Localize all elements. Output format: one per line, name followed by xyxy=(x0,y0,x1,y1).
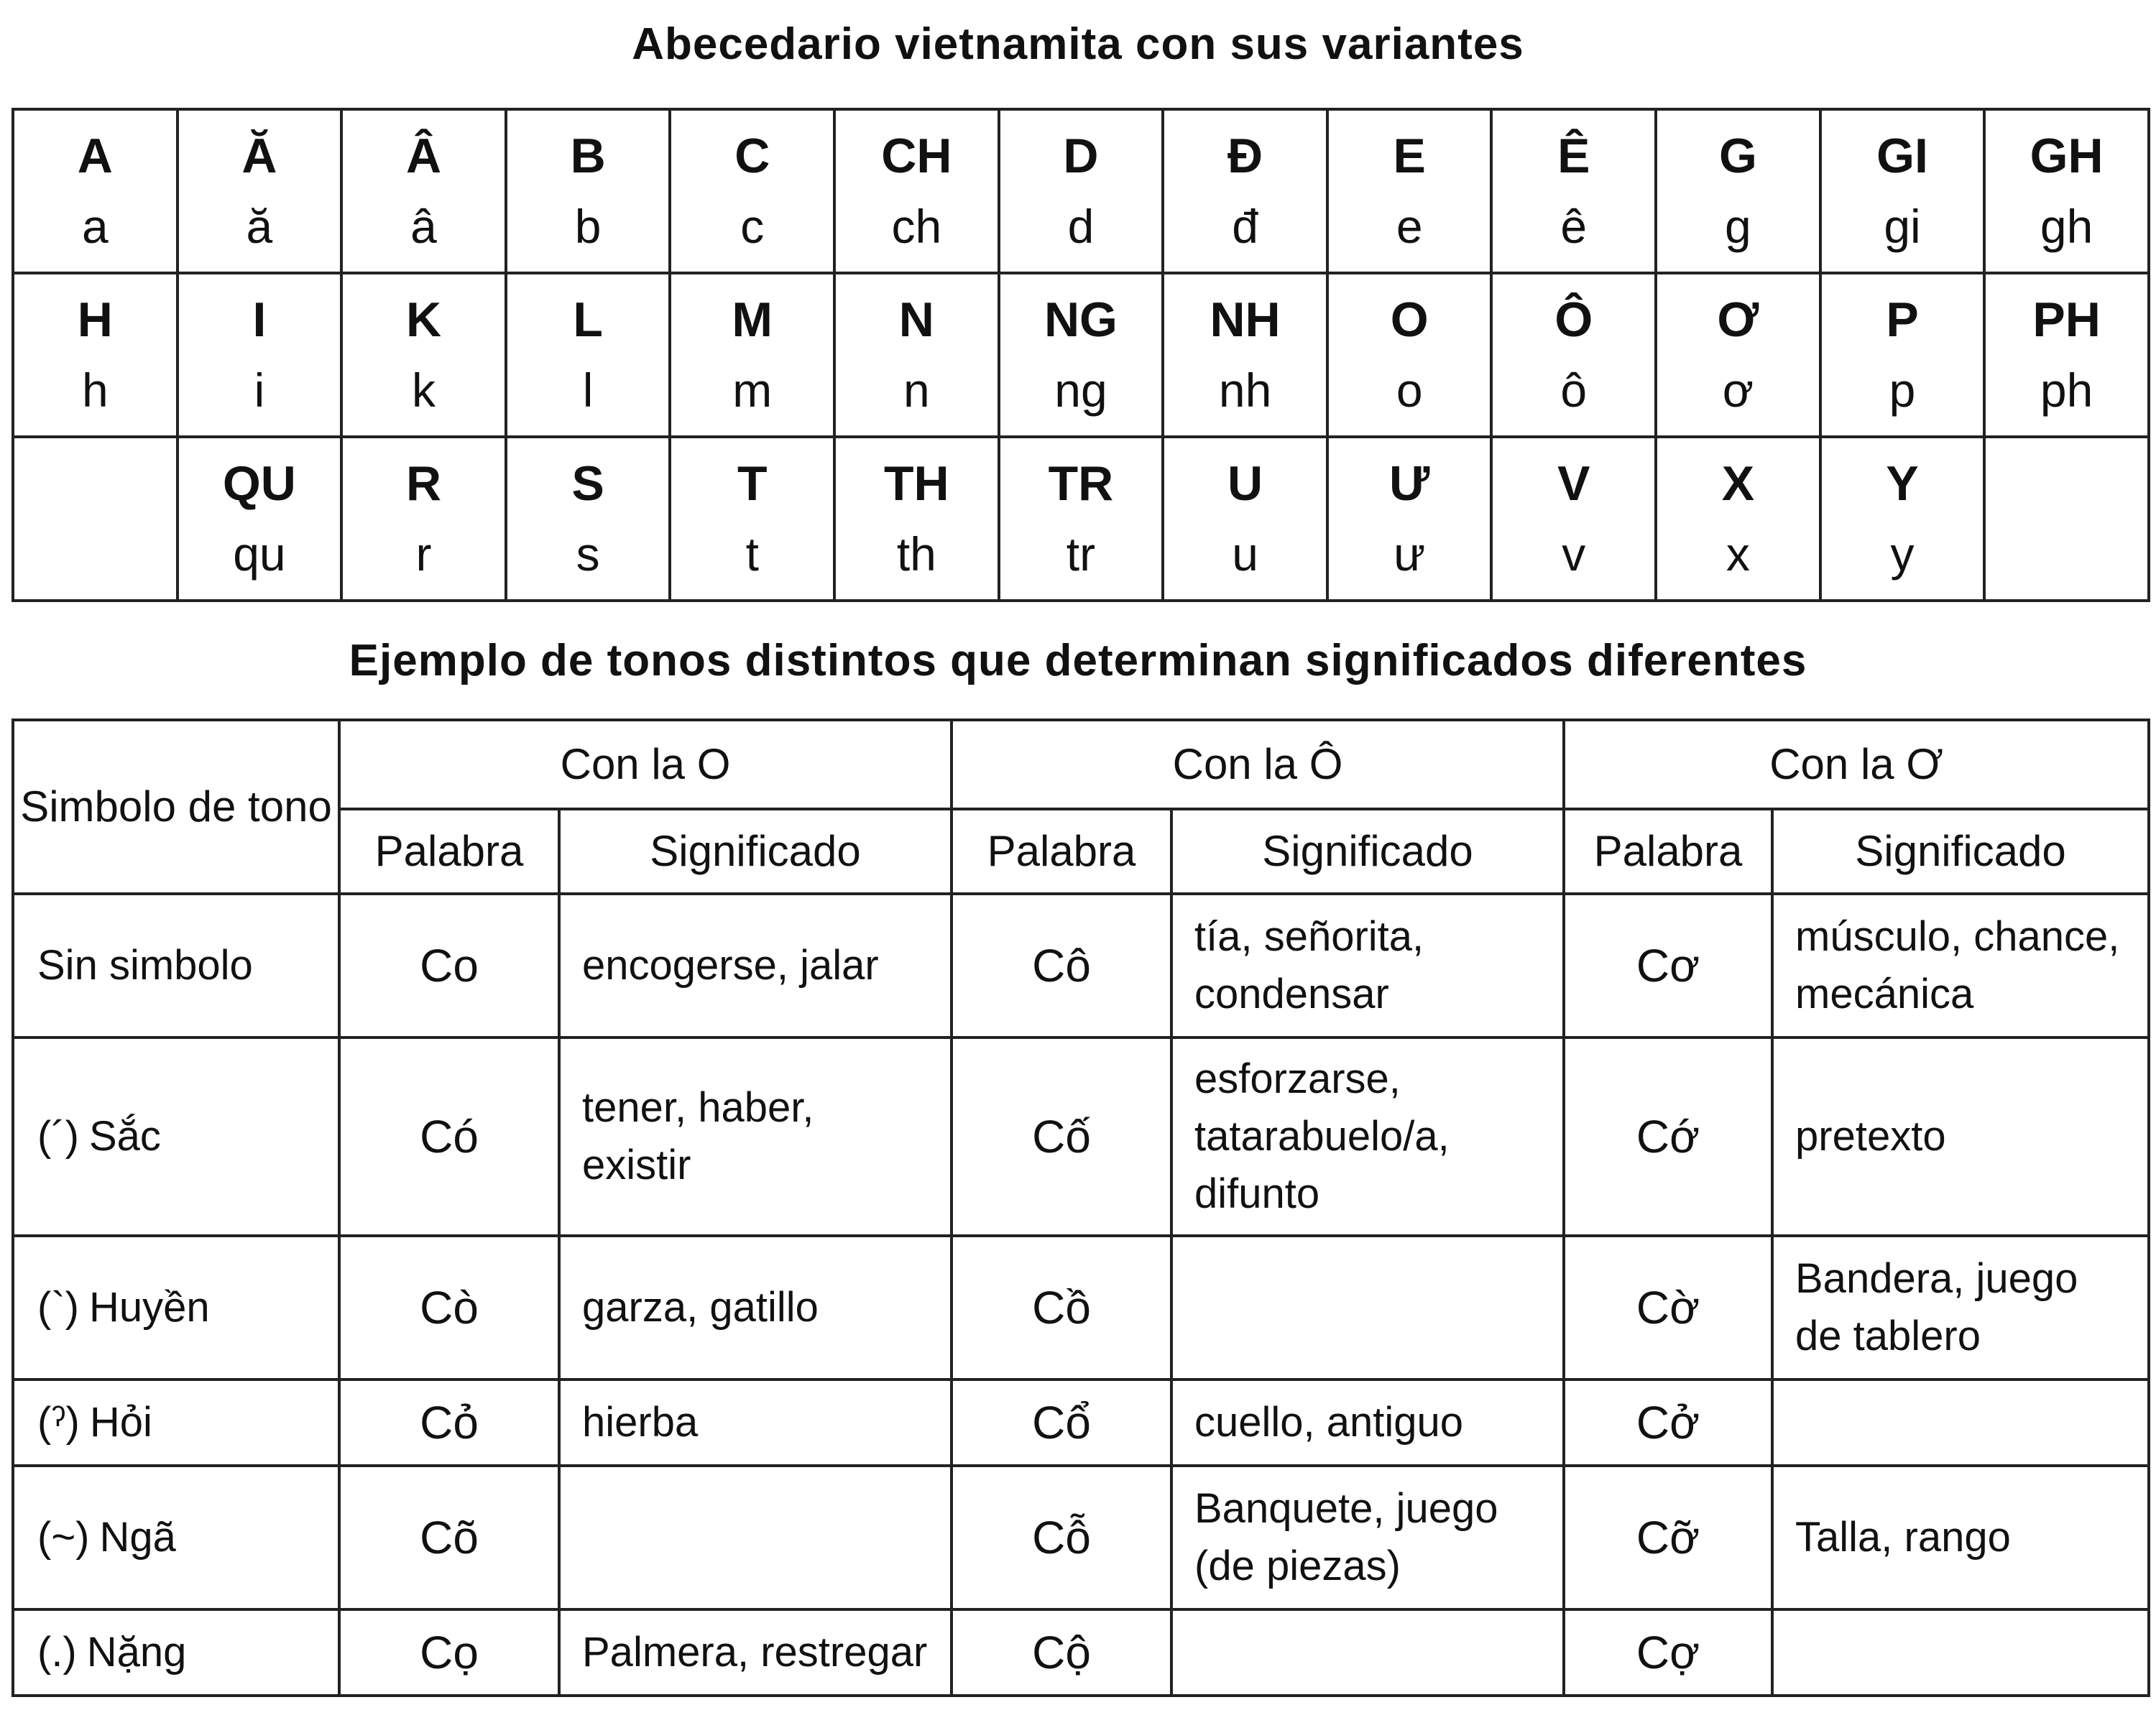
uppercase-letter: M xyxy=(732,292,773,347)
letter-cell xyxy=(670,273,834,437)
letter-cell xyxy=(834,109,999,273)
meaning-text: tatarabuelo/a, xyxy=(1194,1113,1450,1160)
uppercase-letter: CH xyxy=(881,129,952,183)
lowercase-letter: d xyxy=(1067,200,1095,253)
tones-table xyxy=(11,718,2150,1697)
uppercase-letter: Ơ xyxy=(1717,292,1759,347)
meaning-text: de tablero xyxy=(1795,1313,1981,1359)
meaning-cell xyxy=(1772,1236,2149,1379)
uppercase-letter: I xyxy=(252,292,267,347)
meaning-cell xyxy=(1772,1609,2149,1696)
alphabet-row xyxy=(13,109,2149,273)
lowercase-letter: v xyxy=(1562,527,1586,581)
word-cell: Cơ xyxy=(1564,894,1772,1037)
meaning-cell xyxy=(1171,894,1564,1037)
tone-name: Hỏi xyxy=(89,1399,152,1446)
word-cell: Cọ xyxy=(339,1609,559,1696)
lowercase-letter: x xyxy=(1726,527,1750,581)
uppercase-letter: H xyxy=(77,292,113,347)
tone-mark-symbol: (~) xyxy=(37,1514,90,1561)
letter-cell xyxy=(834,437,999,601)
meaning-text: músculo, chance, xyxy=(1795,913,2120,960)
lowercase-letter: ph xyxy=(2040,364,2093,417)
word-cell: Cỡ xyxy=(1564,1466,1772,1609)
tone-cell xyxy=(13,1037,339,1236)
meaning-text: difunto xyxy=(1194,1170,1320,1217)
lowercase-letter: b xyxy=(574,200,602,253)
tone-mark-symbol: (`) xyxy=(37,1284,79,1331)
uppercase-letter: Đ xyxy=(1227,129,1263,183)
word-cell: Cờ xyxy=(1564,1236,1772,1379)
uppercase-letter: GI xyxy=(1876,129,1928,183)
meaning-text: garza, gatillo xyxy=(582,1284,819,1331)
lowercase-letter: ê xyxy=(1560,200,1588,253)
meaning-cell xyxy=(1772,1379,2149,1466)
lowercase-letter: u xyxy=(1232,527,1258,581)
tone-mark-symbol: (ˀ) xyxy=(37,1399,80,1446)
group-header-o-horn: Con la Ơ xyxy=(1564,720,2149,809)
meaning-header: Significado xyxy=(559,809,952,894)
tone-row xyxy=(13,1379,2149,1466)
lowercase-letter: e xyxy=(1396,200,1423,253)
uppercase-letter: O xyxy=(1390,292,1429,347)
meaning-text: tía, señorita, xyxy=(1194,913,1424,960)
lowercase-letter: c xyxy=(740,200,765,253)
uppercase-letter: G xyxy=(1718,129,1757,183)
uppercase-letter: Â xyxy=(405,129,442,183)
word-cell: Cỗ xyxy=(952,1466,1171,1609)
group-header-o-circumflex: Con la Ô xyxy=(952,720,1564,809)
meaning-cell xyxy=(1171,1037,1564,1236)
word-cell: Cộ xyxy=(952,1609,1171,1696)
tone-name: Nặng xyxy=(86,1629,187,1676)
meaning-cell xyxy=(1772,894,2149,1037)
letter-cell xyxy=(1820,437,1985,601)
meaning-text: condensar xyxy=(1194,971,1389,1017)
lowercase-letter: ô xyxy=(1560,364,1588,417)
meaning-text: existir xyxy=(582,1142,691,1188)
uppercase-letter: TH xyxy=(884,456,949,511)
lowercase-letter: gi xyxy=(1884,200,1921,253)
tone-name: Sắc xyxy=(88,1113,161,1160)
lowercase-letter: s xyxy=(576,527,600,581)
lowercase-letter: ch xyxy=(891,200,942,253)
tone-cell xyxy=(13,894,339,1037)
uppercase-letter: C xyxy=(734,129,770,183)
tone-symbol-header xyxy=(13,720,339,894)
word-cell: Cố xyxy=(952,1037,1171,1236)
word-cell: Cõ xyxy=(339,1466,559,1609)
letter-cell xyxy=(670,437,834,601)
tone-cell xyxy=(13,1466,339,1609)
word-header: Palabra xyxy=(339,809,559,894)
lowercase-letter: m xyxy=(732,364,773,417)
meaning-text: mecánica xyxy=(1795,971,1974,1017)
lowercase-letter: t xyxy=(745,527,759,581)
alphabet-row xyxy=(13,273,2149,437)
letter-cell xyxy=(1984,437,2149,601)
letter-cell xyxy=(506,273,671,437)
word-cell: Cở xyxy=(1564,1379,1772,1466)
group-header-o: Con la O xyxy=(339,720,952,809)
letter-cell xyxy=(506,437,671,601)
lowercase-letter: k xyxy=(412,364,436,417)
letter-cell xyxy=(1656,437,1820,601)
letter-cell xyxy=(1820,273,1985,437)
tone-cell xyxy=(13,1236,339,1379)
meaning-text: (de piezas) xyxy=(1194,1543,1401,1589)
tone-mark-symbol: (.) xyxy=(37,1629,77,1676)
uppercase-letter: R xyxy=(405,456,442,511)
meaning-cell xyxy=(1171,1379,1564,1466)
uppercase-letter: Ă xyxy=(241,129,277,183)
letter-cell xyxy=(341,273,506,437)
letter-cell xyxy=(178,273,342,437)
lowercase-letter: o xyxy=(1396,364,1423,417)
meaning-cell xyxy=(559,1037,952,1236)
letter-cell xyxy=(178,437,342,601)
uppercase-letter: GH xyxy=(2030,129,2104,183)
lowercase-letter: ng xyxy=(1054,364,1107,417)
word-cell: Cô xyxy=(952,894,1171,1037)
lowercase-letter: h xyxy=(81,364,109,417)
tone-name: Ngã xyxy=(99,1514,176,1561)
uppercase-letter: E xyxy=(1393,129,1426,183)
letter-cell xyxy=(1656,109,1820,273)
alphabet-title: Abecedario vietnamita con sus variantes xyxy=(632,19,1524,69)
tone-row xyxy=(13,894,2149,1037)
uppercase-letter: S xyxy=(571,456,604,511)
meaning-cell xyxy=(559,894,952,1037)
meaning-cell xyxy=(1171,1236,1564,1379)
uppercase-letter: N xyxy=(898,292,934,347)
uppercase-letter: X xyxy=(1721,456,1755,511)
meaning-cell xyxy=(1171,1609,1564,1696)
lowercase-letter: â xyxy=(410,200,437,253)
word-cell: Cò xyxy=(339,1236,559,1379)
uppercase-letter: B xyxy=(570,129,606,183)
meaning-text: hierba xyxy=(582,1399,699,1446)
uppercase-letter: NH xyxy=(1210,292,1281,347)
word-cell: Cồ xyxy=(952,1236,1171,1379)
lowercase-letter: i xyxy=(254,364,265,417)
uppercase-letter: T xyxy=(737,456,768,511)
tone-symbol-header-label: Simbolo de tono xyxy=(20,782,332,831)
uppercase-letter: V xyxy=(1557,456,1590,511)
alphabet-table xyxy=(11,108,2150,602)
lowercase-letter: đ xyxy=(1232,200,1258,253)
uppercase-letter: Ê xyxy=(1557,129,1590,183)
lowercase-letter: a xyxy=(81,200,109,253)
uppercase-letter: D xyxy=(1063,129,1099,183)
meaning-cell xyxy=(559,1466,952,1609)
uppercase-letter: P xyxy=(1886,292,1919,347)
meaning-cell xyxy=(1772,1466,2149,1609)
letter-cell xyxy=(999,437,1164,601)
letter-cell xyxy=(1820,109,1985,273)
letter-cell xyxy=(178,109,342,273)
meaning-cell xyxy=(559,1609,952,1696)
uppercase-letter: K xyxy=(405,292,442,347)
letter-cell xyxy=(506,109,671,273)
letter-cell xyxy=(999,109,1164,273)
meaning-text: cuello, antiguo xyxy=(1194,1399,1464,1446)
word-cell: Co xyxy=(339,894,559,1037)
lowercase-letter: tr xyxy=(1066,527,1096,581)
uppercase-letter: A xyxy=(77,129,113,183)
meaning-cell xyxy=(559,1236,952,1379)
meaning-header: Significado xyxy=(1171,809,1564,894)
lowercase-letter: p xyxy=(1889,364,1916,417)
uppercase-letter: NG xyxy=(1044,292,1118,347)
tone-name: Huyền xyxy=(88,1284,210,1331)
meaning-cell xyxy=(1772,1037,2149,1236)
letter-cell xyxy=(13,273,178,437)
tone-row xyxy=(13,1609,2149,1696)
uppercase-letter: Ô xyxy=(1554,292,1593,347)
letter-cell xyxy=(1163,109,1327,273)
tone-name: Sin simbolo xyxy=(37,942,253,989)
meaning-header: Significado xyxy=(1772,809,2149,894)
lowercase-letter: th xyxy=(896,527,936,581)
letter-cell xyxy=(1163,437,1327,601)
lowercase-letter: r xyxy=(415,527,432,581)
uppercase-letter: TR xyxy=(1048,456,1114,511)
lowercase-letter: y xyxy=(1890,527,1915,581)
tone-row xyxy=(13,1466,2149,1609)
meaning-text: encogerse, jalar xyxy=(582,942,879,989)
lowercase-letter: l xyxy=(582,364,594,417)
meaning-text: Talla, rango xyxy=(1795,1514,2011,1561)
word-cell: Có xyxy=(339,1037,559,1236)
tone-cell xyxy=(13,1379,339,1466)
letter-cell xyxy=(1163,273,1327,437)
meaning-text: Palmera, restregar xyxy=(582,1629,928,1676)
lowercase-letter: gh xyxy=(2040,200,2093,253)
meaning-cell xyxy=(559,1379,952,1466)
letter-cell xyxy=(1984,273,2149,437)
letter-cell xyxy=(1491,273,1656,437)
letter-cell xyxy=(1327,437,1492,601)
lowercase-letter: ơ xyxy=(1722,364,1754,417)
lowercase-letter: n xyxy=(903,364,930,417)
uppercase-letter: L xyxy=(573,292,603,347)
lowercase-letter: g xyxy=(1725,200,1751,253)
alphabet-row xyxy=(13,437,2149,601)
tone-mark-symbol: (´) xyxy=(37,1113,79,1160)
uppercase-letter: PH xyxy=(2032,292,2101,347)
lowercase-letter: ư xyxy=(1393,527,1426,581)
uppercase-letter: U xyxy=(1227,456,1263,511)
letter-cell xyxy=(1984,109,2149,273)
meaning-text: tener, haber, xyxy=(582,1084,814,1131)
word-header: Palabra xyxy=(952,809,1171,894)
lowercase-letter: nh xyxy=(1218,364,1272,417)
word-cell: Cớ xyxy=(1564,1037,1772,1236)
letter-cell xyxy=(834,273,999,437)
letter-cell xyxy=(1327,273,1492,437)
letter-cell xyxy=(13,437,178,601)
letter-cell xyxy=(1656,273,1820,437)
tone-row xyxy=(13,1037,2149,1236)
lowercase-letter: ă xyxy=(246,200,273,253)
word-cell: Cỏ xyxy=(339,1379,559,1466)
letter-cell xyxy=(341,437,506,601)
uppercase-letter: Ư xyxy=(1388,456,1430,511)
word-header: Palabra xyxy=(1564,809,1772,894)
meaning-text: esforzarse, xyxy=(1194,1055,1401,1102)
letter-cell xyxy=(1327,109,1492,273)
letter-cell xyxy=(13,109,178,273)
letter-cell xyxy=(1491,109,1656,273)
word-cell: Cổ xyxy=(952,1379,1171,1466)
tones-title: Ejemplo de tonos distintos que determinan significados diferentes xyxy=(349,636,1807,685)
uppercase-letter: Y xyxy=(1886,456,1919,511)
letter-cell xyxy=(341,109,506,273)
tone-row xyxy=(13,1236,2149,1379)
meaning-text: Bandera, juego xyxy=(1795,1255,2078,1302)
tone-cell xyxy=(13,1609,339,1696)
letter-cell xyxy=(670,109,834,273)
lowercase-letter: qu xyxy=(233,527,286,581)
meaning-cell xyxy=(1171,1466,1564,1609)
word-cell: Cợ xyxy=(1564,1609,1772,1696)
meaning-text: pretexto xyxy=(1795,1113,1946,1160)
uppercase-letter: QU xyxy=(222,456,296,511)
letter-cell xyxy=(999,273,1164,437)
letter-cell xyxy=(1491,437,1656,601)
meaning-text: Banquete, juego xyxy=(1194,1485,1498,1532)
